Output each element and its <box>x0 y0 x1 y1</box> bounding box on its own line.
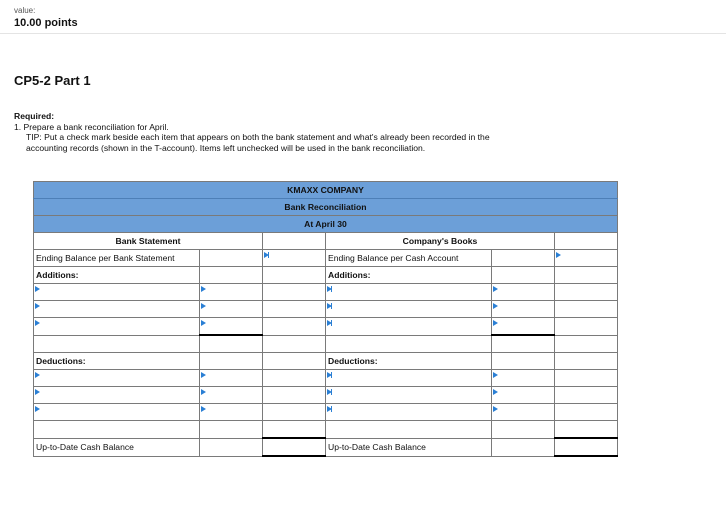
dropdown-arrow-icon <box>493 406 498 412</box>
blank-cell <box>263 301 326 318</box>
books-ending-balance-input[interactable] <box>555 250 618 267</box>
part-title: CP5-2 Part 1 <box>14 73 91 88</box>
blank-header-cell <box>263 233 326 250</box>
dropdown-arrow-icon <box>493 389 498 395</box>
blank-cell <box>263 387 326 404</box>
bank-deduction-amount-input[interactable] <box>200 370 263 387</box>
books-addition-item-select[interactable] <box>326 284 492 301</box>
blank-cell <box>263 284 326 301</box>
blank-cell <box>555 267 618 284</box>
bank-up-to-date-label: Up-to-Date Cash Balance <box>34 438 200 456</box>
blank-cell <box>555 370 618 387</box>
bank-deduction-item-select[interactable] <box>34 387 200 404</box>
dropdown-arrow-icon <box>35 389 40 395</box>
bank-additions-subtotal-input[interactable] <box>263 335 326 353</box>
points-value: 10.00 points <box>14 17 78 29</box>
blank-cell <box>555 318 618 336</box>
bank-deduction-amount-input[interactable] <box>200 404 263 421</box>
dropdown-arrow-icon <box>35 303 40 309</box>
blank-cell <box>492 353 555 370</box>
blank-cell <box>555 284 618 301</box>
bank-addition-item-select[interactable] <box>34 301 200 318</box>
blank-cell <box>555 387 618 404</box>
dropdown-arrow-icon <box>327 303 332 309</box>
blank-cell <box>263 267 326 284</box>
blank-cell <box>200 421 263 439</box>
blank-cell <box>200 438 263 456</box>
blank-cell <box>263 370 326 387</box>
books-ending-amount-spacer <box>492 250 555 267</box>
bank-additions-label: Additions: <box>34 267 200 284</box>
bank-deductions-subtotal-input[interactable] <box>263 421 326 439</box>
books-additions-subtotal-input[interactable] <box>555 335 618 353</box>
books-ending-balance-label: Ending Balance per Cash Account <box>326 250 492 267</box>
books-up-to-date-label: Up-to-Date Cash Balance <box>326 438 492 456</box>
bank-ending-amount-spacer <box>200 250 263 267</box>
required-tip: TIP: Put a check mark beside each item that appears on both the bank statement and what's already been recorded in the accounting records (shown in the T-account). Items left unchecked will be used in the bank reconciliation. <box>26 132 490 153</box>
bank-addition-item-select[interactable] <box>34 318 200 336</box>
value-label: value: <box>14 6 36 15</box>
dropdown-arrow-icon <box>201 389 206 395</box>
dropdown-arrow-icon <box>327 406 332 412</box>
blank-cell <box>263 353 326 370</box>
bank-deductions-label: Deductions: <box>34 353 200 370</box>
blank-cell <box>492 267 555 284</box>
books-addition-item-select[interactable] <box>326 301 492 318</box>
bank-addition-amount-input[interactable] <box>200 284 263 301</box>
bank-addition-amount-input[interactable] <box>200 301 263 318</box>
bank-addition-amount-input[interactable] <box>200 318 263 336</box>
books-additions-label: Additions: <box>326 267 492 284</box>
dropdown-arrow-icon <box>327 372 332 378</box>
blank-cell <box>263 318 326 336</box>
books-addition-amount-input[interactable] <box>492 284 555 301</box>
required-instructions <box>14 111 494 153</box>
books-addition-amount-input[interactable] <box>492 318 555 336</box>
books-up-to-date-input[interactable] <box>555 438 618 456</box>
blank-cell <box>200 353 263 370</box>
dropdown-arrow-icon <box>493 286 498 292</box>
dropdown-arrow-icon <box>327 389 332 395</box>
dropdown-arrow-icon <box>201 372 206 378</box>
blank-cell <box>34 421 200 439</box>
dropdown-arrow-icon <box>327 286 332 292</box>
bank-deduction-item-select[interactable] <box>34 370 200 387</box>
dropdown-arrow-icon <box>264 252 269 258</box>
blank-cell <box>326 421 492 439</box>
blank-cell <box>200 267 263 284</box>
report-title: Bank Reconciliation <box>34 199 618 216</box>
books-deduction-item-select[interactable] <box>326 387 492 404</box>
books-deductions-label: Deductions: <box>326 353 492 370</box>
blank-cell <box>200 335 263 353</box>
books-deduction-amount-input[interactable] <box>492 404 555 421</box>
required-heading: Required: <box>14 111 55 121</box>
bank-reconciliation-table <box>33 181 618 457</box>
blank-cell <box>34 335 200 353</box>
bank-deduction-amount-input[interactable] <box>200 387 263 404</box>
blank-cell <box>492 438 555 456</box>
dropdown-arrow-icon <box>35 286 40 292</box>
dropdown-arrow-icon <box>35 406 40 412</box>
dropdown-arrow-icon <box>35 372 40 378</box>
books-deduction-amount-input[interactable] <box>492 370 555 387</box>
bank-ending-balance-label: Ending Balance per Bank Statement <box>34 250 200 267</box>
header-divider <box>0 33 726 34</box>
bank-deduction-item-select[interactable] <box>34 404 200 421</box>
dropdown-arrow-icon <box>201 286 206 292</box>
blank-cell <box>555 353 618 370</box>
blank-cell <box>555 301 618 318</box>
blank-cell <box>326 335 492 353</box>
books-deduction-item-select[interactable] <box>326 404 492 421</box>
books-addition-item-select[interactable] <box>326 318 492 336</box>
required-item: 1. Prepare a bank reconciliation for April. <box>14 121 169 132</box>
books-deductions-subtotal-input[interactable] <box>555 421 618 439</box>
bank-statement-header: Bank Statement <box>34 233 263 250</box>
dropdown-arrow-icon <box>201 320 206 326</box>
dropdown-arrow-icon <box>35 320 40 326</box>
report-date: At April 30 <box>34 216 618 233</box>
blank-cell <box>263 404 326 421</box>
dropdown-arrow-icon <box>327 320 332 326</box>
dropdown-arrow-icon <box>493 303 498 309</box>
books-addition-amount-input[interactable] <box>492 301 555 318</box>
bank-addition-item-select[interactable] <box>34 284 200 301</box>
company-books-header: Company's Books <box>326 233 555 250</box>
blank-cell <box>492 421 555 439</box>
dropdown-arrow-icon <box>201 406 206 412</box>
bank-up-to-date-input[interactable] <box>263 438 326 456</box>
blank-cell <box>492 335 555 353</box>
blank-header-cell <box>555 233 618 250</box>
dropdown-arrow-icon <box>493 320 498 326</box>
dropdown-arrow-icon <box>556 252 561 258</box>
bank-ending-balance-input[interactable] <box>263 250 326 267</box>
company-name: KMAXX COMPANY <box>34 182 618 199</box>
dropdown-arrow-icon <box>201 303 206 309</box>
books-deduction-item-select[interactable] <box>326 370 492 387</box>
blank-cell <box>555 404 618 421</box>
books-deduction-amount-input[interactable] <box>492 387 555 404</box>
dropdown-arrow-icon <box>493 372 498 378</box>
